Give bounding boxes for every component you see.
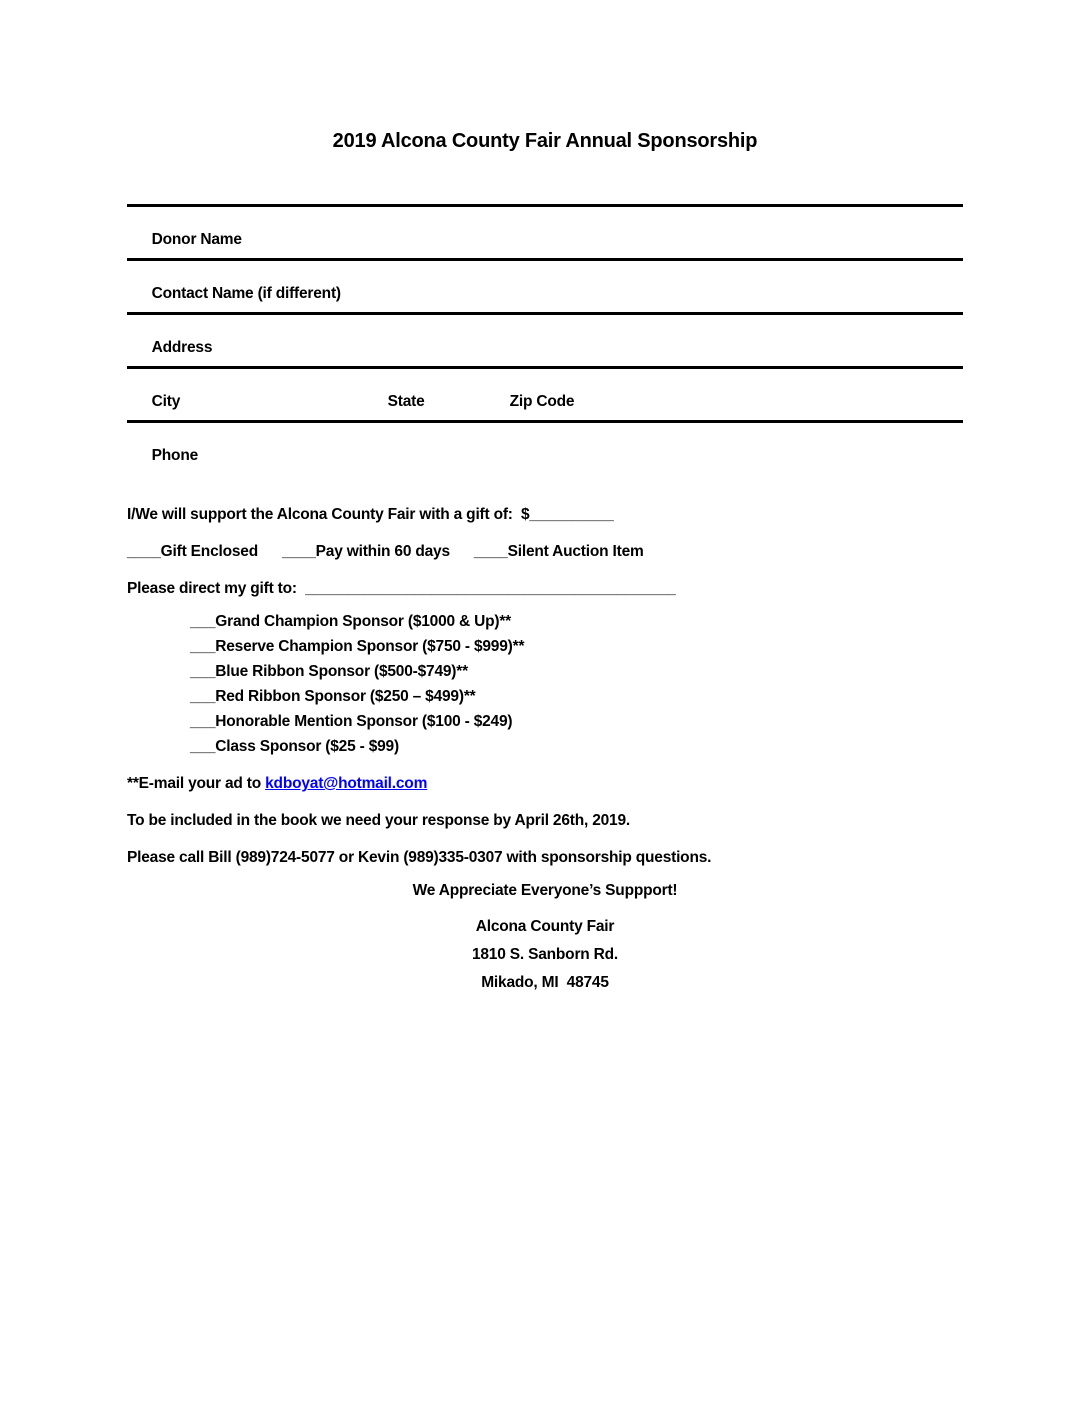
state-label: State bbox=[387, 393, 425, 410]
phone-row bbox=[127, 420, 963, 484]
contact-name-label: Contact Name (if different) bbox=[151, 285, 341, 302]
appreciation-line: We Appreciate Everyone’s Suppport! bbox=[412, 882, 678, 899]
donor-name-label: Donor Name bbox=[151, 231, 242, 248]
contact-name-row bbox=[127, 258, 963, 312]
street-address: 1810 S. Sanborn Rd. bbox=[471, 946, 619, 963]
gift-amount-line: I/We will support the Alcona County Fair with a gift of: $__________ bbox=[127, 506, 614, 523]
donor-info-table bbox=[127, 204, 963, 484]
address-row bbox=[127, 312, 963, 366]
sponsor-level-honorable-mention: ___Honorable Mention Sponsor ($100 - $249) bbox=[190, 713, 513, 730]
address-label: Address bbox=[151, 339, 213, 356]
sponsor-levels-list bbox=[127, 609, 963, 759]
fair-address-block bbox=[127, 913, 963, 997]
sponsor-level-blue-ribbon: ___Blue Ribbon Sponsor ($500-$749)** bbox=[190, 663, 468, 680]
document-title: 2019 Alcona County Fair Annual Sponsorship bbox=[332, 130, 758, 152]
pay-within-60-days-option: ____Pay within 60 days bbox=[281, 543, 450, 560]
direct-gift-line: Please direct my gift to: ____________________________________________ bbox=[127, 580, 676, 597]
payment-options-row bbox=[127, 539, 963, 564]
email-note-prefix: **E-mail your ad to bbox=[127, 775, 266, 792]
email-link[interactable]: kdboyat@hotmail.com bbox=[265, 775, 428, 792]
city-state-zip-line: Mikado, MI 48745 bbox=[481, 974, 609, 991]
sponsor-level-grand-champion: ___Grand Champion Sponsor ($1000 & Up)** bbox=[190, 613, 512, 630]
email-ad-note bbox=[127, 771, 963, 796]
contact-phone-note: Please call Bill (989)724-5077 or Kevin (989)335-0307 with sponsorship questions. bbox=[127, 849, 712, 866]
zip-code-label: Zip Code bbox=[509, 393, 575, 410]
sponsor-level-class: ___Class Sponsor ($25 - $99) bbox=[190, 738, 399, 755]
city-state-zip-row bbox=[127, 366, 963, 420]
sponsor-level-red-ribbon: ___Red Ribbon Sponsor ($250 – $499)** bbox=[190, 688, 476, 705]
deadline-note: To be included in the book we need your response by April 26th, 2019. bbox=[127, 812, 630, 829]
sponsor-level-reserve-champion: ___Reserve Champion Sponsor ($750 - $999)** bbox=[190, 638, 525, 655]
phone-label: Phone bbox=[151, 447, 199, 464]
gift-enclosed-option: ____Gift Enclosed bbox=[127, 543, 258, 560]
donor-name-row bbox=[127, 204, 963, 258]
city-label: City bbox=[151, 393, 181, 410]
silent-auction-item-option: ____Silent Auction Item bbox=[473, 543, 644, 560]
organization-name: Alcona County Fair bbox=[475, 918, 615, 935]
